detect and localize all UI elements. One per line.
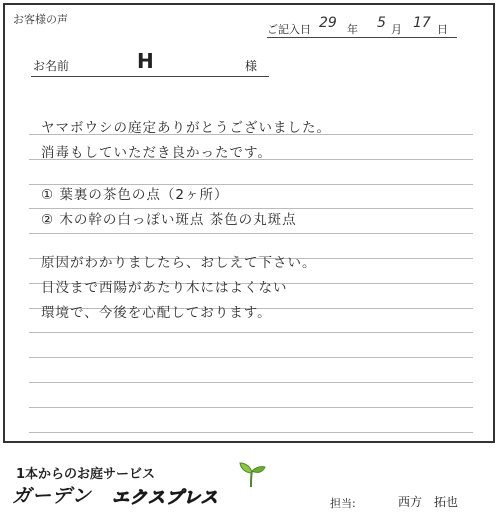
sprout-logo-icon: [236, 461, 266, 487]
comment-line: ヤマボウシの庭定ありがとうございました。: [41, 120, 331, 136]
brand-accent: エクスプレス: [112, 488, 219, 508]
date-label: ご記入日: [267, 23, 311, 36]
feedback-card: [3, 3, 495, 443]
date-day: 17: [413, 15, 431, 31]
brand-name: ガーデン: [12, 485, 92, 507]
name-value: H: [137, 49, 154, 73]
ruled-line: [29, 407, 473, 408]
footer: [0, 443, 500, 519]
date-year: 29: [319, 15, 337, 31]
ruled-line: [29, 382, 473, 383]
date-year-unit: 年: [347, 23, 358, 36]
comment-line: 日没まで西陽があたり木にはよくない: [41, 280, 288, 296]
staff-name: 西方 拓也: [398, 495, 459, 509]
tagline: 1本からのお庭サービス: [16, 467, 156, 482]
name-suffix: 様: [245, 59, 258, 73]
comment-line: ② 木の幹の白っぽい斑点 茶色の丸斑点: [41, 212, 297, 228]
comment-line: 消毒もしていただき良かったです。: [41, 145, 272, 161]
name-underline: [31, 76, 269, 77]
ruled-line: [29, 357, 473, 358]
date-month-unit: 月: [391, 23, 402, 36]
ruled-line: [29, 332, 473, 333]
ruled-line: [29, 432, 473, 433]
name-label: お名前: [33, 59, 70, 73]
date-underline: [267, 37, 457, 38]
comment-line: 原因がわかりましたら、おしえて下さい。: [41, 255, 317, 271]
name-field: [33, 49, 273, 75]
comment-line: 環境で、今後を心配しております。: [41, 305, 272, 321]
comment-line: ① 葉裏の茶色の点（2ヶ所）: [41, 187, 229, 203]
date-day-unit: 日: [437, 23, 448, 36]
ruled-line: [29, 233, 473, 234]
date-month: 5: [377, 15, 386, 31]
form-title: お客様の声: [13, 13, 68, 26]
staff-label: 担当:: [330, 497, 356, 510]
